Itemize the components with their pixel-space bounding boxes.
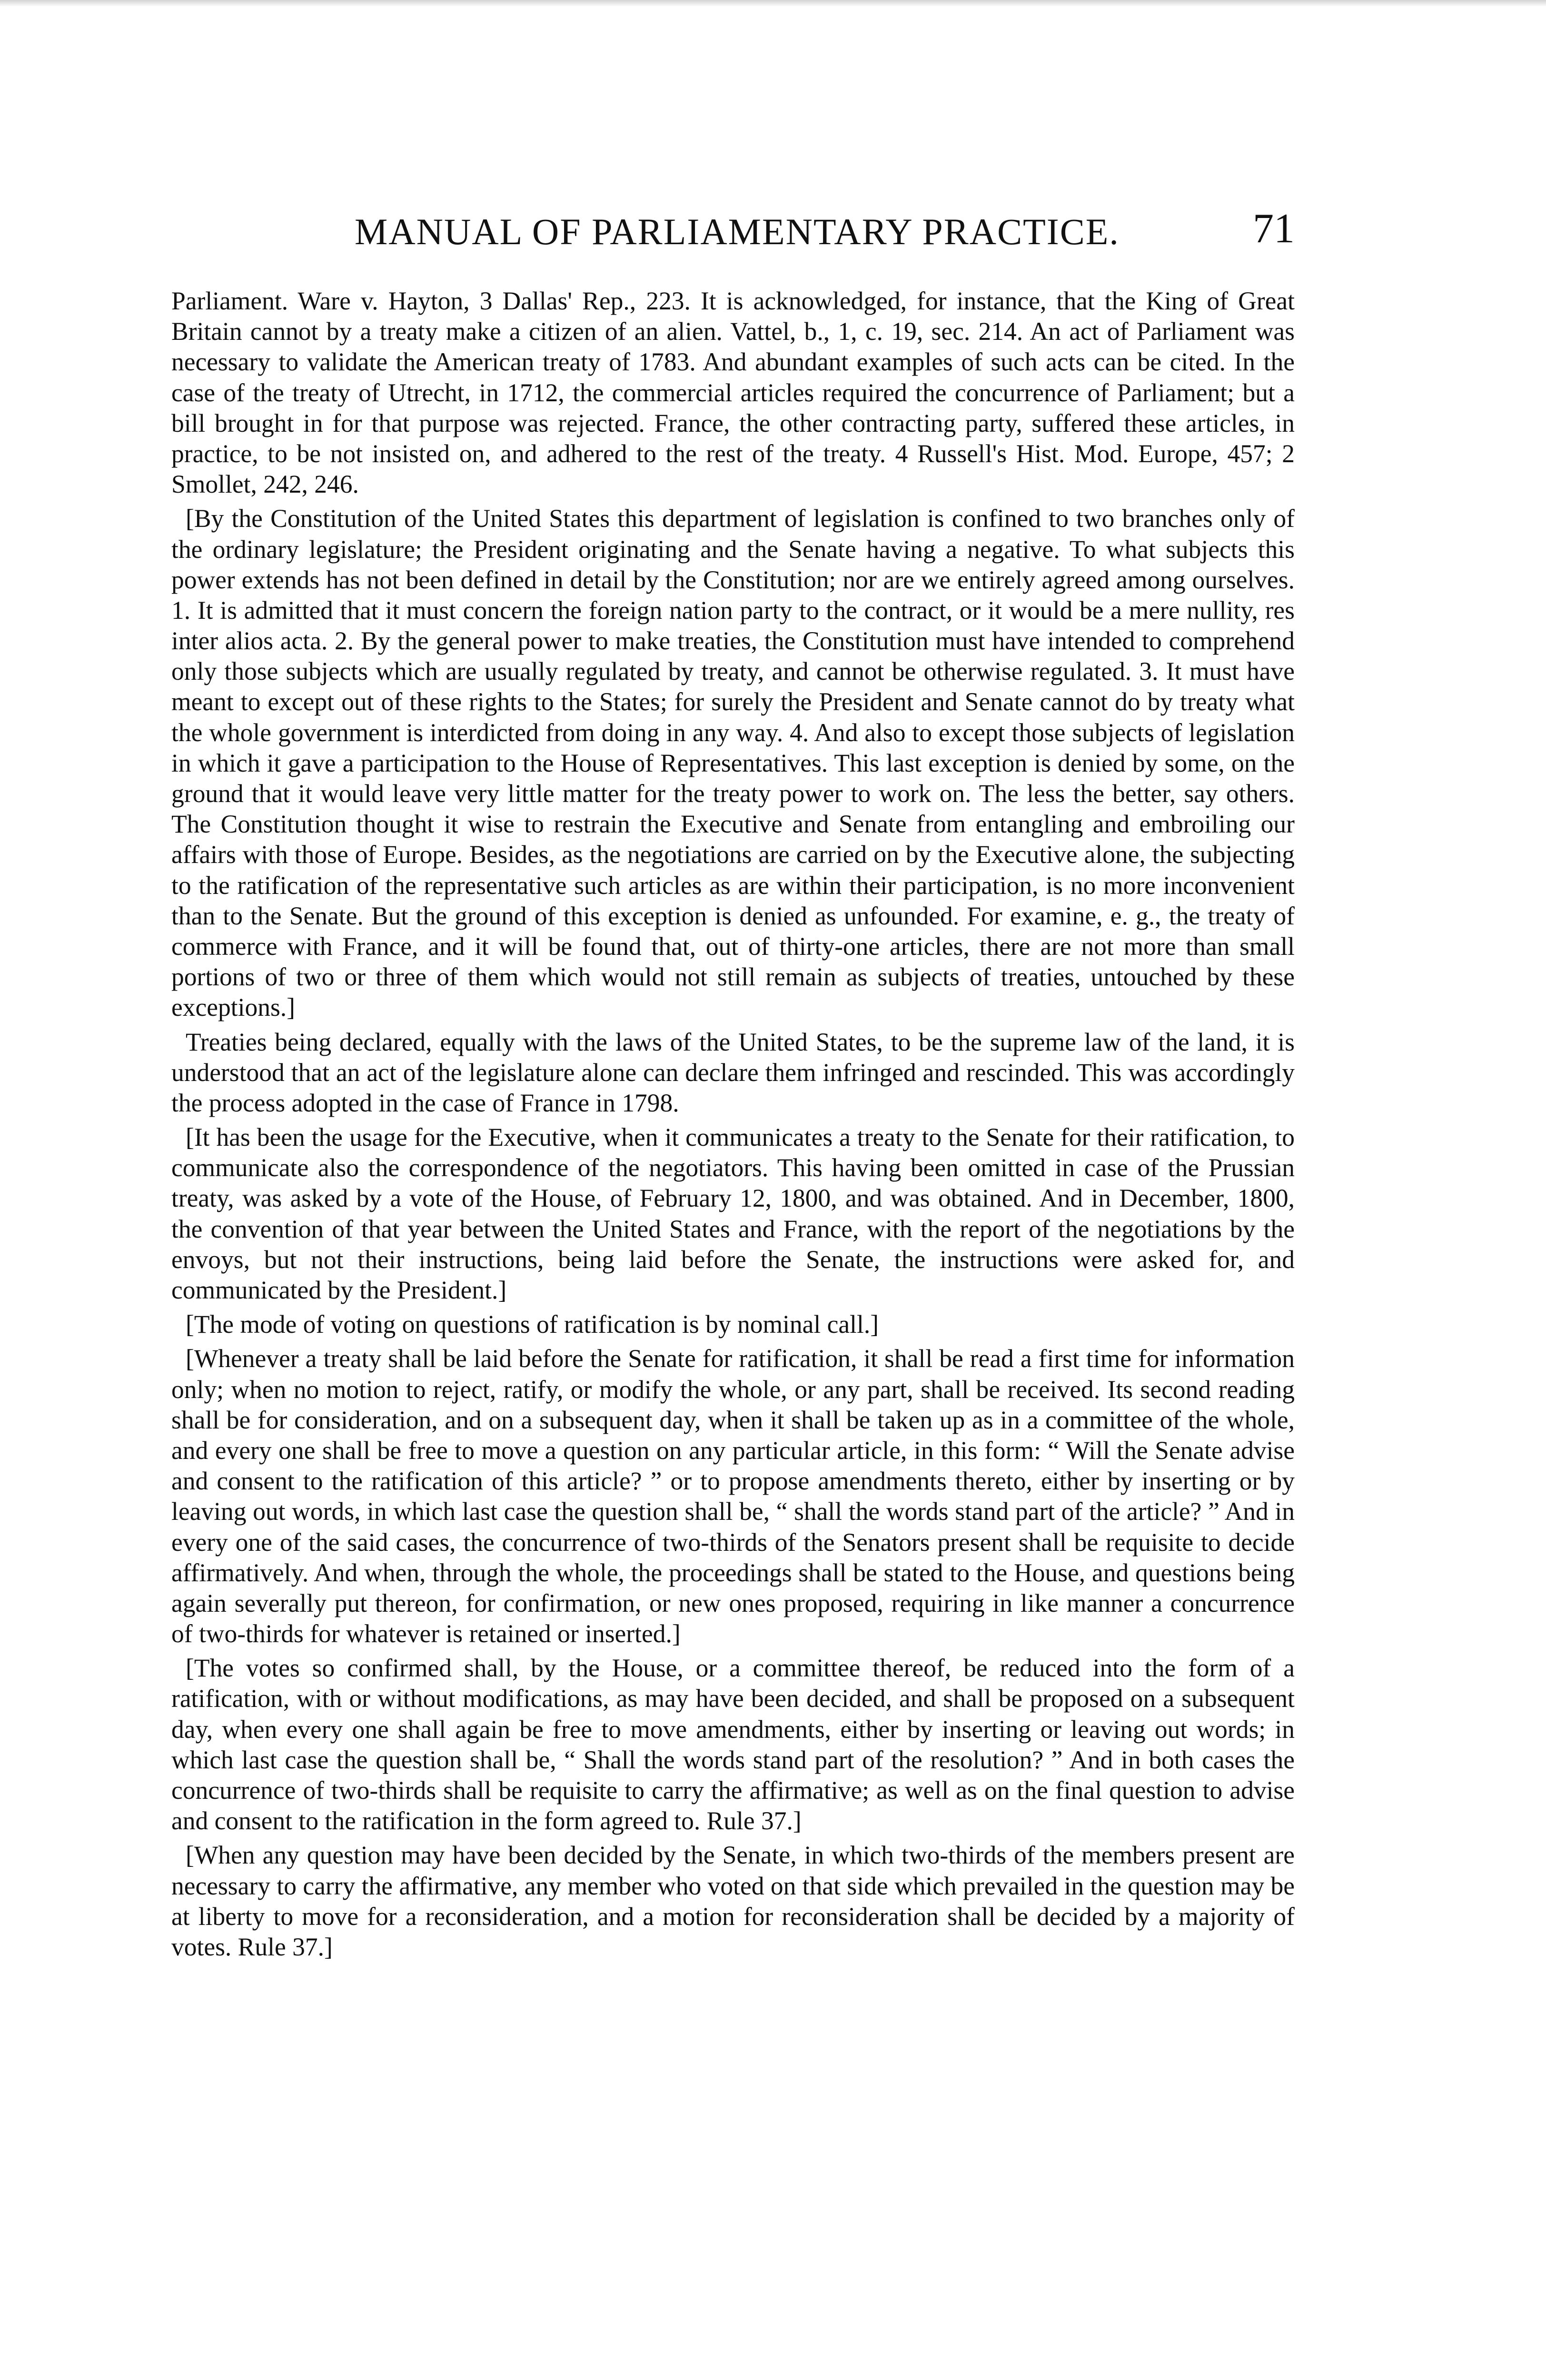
paragraph: [When any question may have been decided by the Senate, in which two-thirds of the members present are necessary to carry the affirmative, any member who voted on that side which prevailed in the question may be at liberty to move for a reconsideration, and a motion for reconsideration shall be decided by a majority of votes. Rule 37.] bbox=[171, 1841, 1295, 1961]
paragraph: [The votes so confirmed shall, by the House, or a committee thereof, be reduced into the form of a ratification, with or without modifications, as may have been decided, and shall be proposed on a subsequent day, when every one shall again be free to move amendments, either by inserting or leaving out words; in which last case the question shall be, “ Shall the words stand part of the resolution? ” And in both cases the concurrence of two-thirds shall be requisite to carry the affirmative; as well as on the final question to advise and consent to the ratification in the form agreed to. Rule 37.] bbox=[171, 1654, 1295, 1835]
paragraph: Parliament. Ware v. Hayton, 3 Dallas' Rep., 223. It is acknowledged, for instance, that the King of Great Britain cannot by a treaty make a citizen of an alien. Vattel, b., 1, c. 19, sec. 214. An act of Parliament was necessary to validate the American treaty of 1783. And abundant examples of such acts can be cited. In the case of the treaty of Utrecht, in 1712, the commercial articles required the concurrence of Parliament; but a bill brought in for that purpose was rejected. France, the other contracting party, suffered these articles, in practice, to be not insisted on, and adhered to the rest of the treaty. 4 Russell's Hist. Mod. Europe, 457; 2 Smollet, 242, 246. bbox=[171, 287, 1295, 499]
paragraph: [Whenever a treaty shall be laid before the Senate for ratification, it shall be read a first time for information only; when no motion to reject, ratify, or modify the whole, or any part, shall be received. Its second reading shall be for consideration, and on a subsequent day, when it shall be taken up as in a committee of the whole, and every one shall be free to move a question on any particular article, in this form: “ Will the Senate advise and consent to the ratification of this article? ” or to propose amendments thereto, either by inserting or by leaving out words, in which last case the question shall be, “ shall the words stand part of the article? ” And in every one of the said cases, the concurrence of two-thirds of the Senators present shall be requisite to decide affirmatively. And when, through the whole, the proceedings shall be stated to the House, and questions being again severally put thereon, for confirmation, or new ones proposed, requiring in like manner a concurrence of two-thirds for whatever is retained or inserted.] bbox=[171, 1344, 1295, 1648]
running-title: MANUAL OF PARLIAMENTARY PRACTICE. bbox=[355, 211, 1120, 252]
paragraph: [The mode of voting on questions of ratification is by nominal call.] bbox=[186, 1310, 879, 1339]
page-number: 71 bbox=[1253, 206, 1295, 252]
page-header bbox=[171, 205, 1295, 257]
body-text bbox=[171, 286, 1295, 1966]
paragraph: Treaties being declared, equally with the laws of the United States, to be the supreme law of the land, it is understood that an act of the legislature alone can declare them infringed and rescinded. This was accordingly the process adopted in the case of France in 1798. bbox=[171, 1027, 1295, 1117]
paragraph: [It has been the usage for the Executive, when it communicates a treaty to the Senate for their ratification, to communicate also the correspondence of the negotiators. This having been omitted in case of the Prussian treaty, was asked by a vote of the House, of February 12, 1800, and was obtained. And in December, 1800, the convention of that year between the United States and France, with the report of the negotiations by the envoys, but not their instructions, being laid before the Senate, the instructions were asked for, and communicated by the President.] bbox=[171, 1123, 1295, 1304]
scan-edge bbox=[0, 0, 1546, 7]
paragraph: [By the Constitution of the United States this department of legislation is confined to two branches only of the ordinary legislature; the President originating and the Senate having a negative. To what subjects this power extends has not been defined in detail by the Constitution; nor are we entirely agreed among ourselves. 1. It is admitted that it must concern the foreign nation party to the contract, or it would be a mere nullity, res inter alios acta. 2. By the general power to make treaties, the Constitution must have intended to comprehend only those subjects which are usually regulated by treaty, and cannot be otherwise regulated. 3. It must have meant to except out of these rights to the States; for surely the President and Senate cannot do by treaty what the whole government is interdicted from doing in any way. 4. And also to except those subjects of legislation in which it gave a participation to the House of Representatives. This last exception is denied by some, on the ground that it would leave very little matter for the treaty power to work on. The less the better, say others. The Constitution thought it wise to restrain the Executive and Senate from entangling and embroiling our affairs with those of Europe. Besides, as the negotiations are carried on by the Executive alone, the subjecting to the ratification of the representative such articles as are within their participation, is no more inconvenient than to the Senate. But the ground of this exception is denied as unfounded. For examine, e. g., the treaty of commerce with France, and it will be found that, out of thirty-one articles, there are not more than small portions of two or three of them which would not still remain as subjects of treaties, untouched by these exceptions.] bbox=[171, 504, 1295, 1022]
